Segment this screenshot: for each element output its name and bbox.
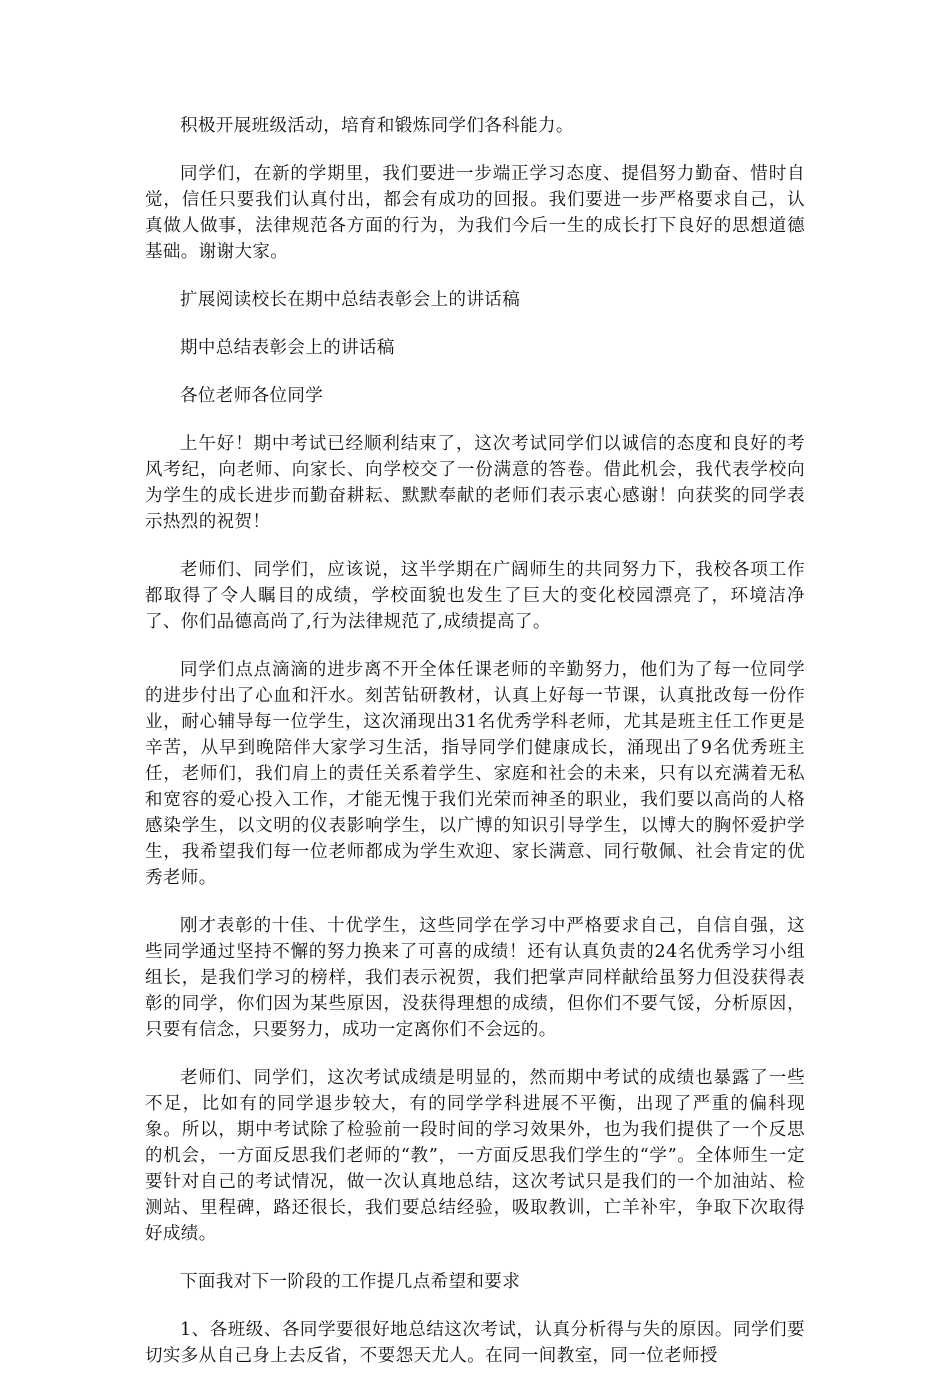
paragraph-achievements: 老师们、同学们，应该说，这半学期在广阔师生的共同努力下，我校各项工作都取得了令人瞩目的成绩，学校面貌也发生了巨大的变化校园漂亮了，环境洁净了、你们品德高尚了,行为法律规范了,成绩提高了。 xyxy=(145,560,805,632)
salutation: 各位老师各位同学 xyxy=(180,386,324,406)
requirements-heading: 下面我对下一阶段的工作提几点希望和要求 xyxy=(180,1272,521,1292)
speech-title: 期中总结表彰会上的讲话稿 xyxy=(180,338,395,358)
paragraph-greeting: 上午好！期中考试已经顺利结束了，这次考试同学们以诚信的态度和良好的考风考纪，向老师、向家长、向学校交了一份满意的答卷。借此机会，我代表学校向为学生的成长进步而勤奋耕耘、默默奉献的老师们表示衷心感谢！向获奖的同学表示热烈的祝贺！ xyxy=(145,434,805,532)
paragraph-1: 积极开展班级活动，培育和锻炼同学们各科能力。 xyxy=(180,116,574,136)
paragraph-teachers: 同学们点点滴滴的进步离不开全体任课老师的辛勤努力，他们为了每一位同学的进步付出了心血和汗水。刻苦钻研教材，认真上好每一节课，认真批改每一份作业，耐心辅导每一位学生，这次涌现出31名优秀学科老师，尤其是班主任工作更是辛苦，从早到晚陪伴大家学习生活，指导同学们健康成长，涌现出了9名优秀班主任，老师们，我们肩上的责任关系着学生、家庭和社会的未来，只有以充满着无私和宽容的爱心投入工作，才能无愧于我们光荣而神圣的职业，我们要以高尚的人格感染学生，以文明的仪表影响学生，以广博的知识引导学生，以博大的胸怀爱护学生，我希望我们每一位老师都成为学生欢迎、家长满意、同行敬佩、社会肯定的优秀老师。 xyxy=(145,660,805,888)
paragraph-reflection: 老师们、同学们，这次考试成绩是明显的，然而期中考试的成绩也暴露了一些不足，比如有的同学退步较大，有的同学学科进展不平衡，出现了严重的偏科现象。所以，期中考试除了检验前一段时间的学习效果外，也为我们提供了一个反思的机会，一方面反思我们老师的“教”，一方面反思我们学生的“学”。全体师生一定要针对自己的考试情况，做一次认真地总结，这次考试只是我们的一个加油站、检测站、里程碑，路还很长，我们要总结经验，吸取教训，亡羊补牢，争取下次取得好成绩。 xyxy=(145,1068,805,1244)
document-body xyxy=(145,113,805,1391)
requirement-1: 1、各班级、各同学要很好地总结这次考试，认真分析得与失的原因。同学们要切实多从自己身上去反省，不要怨天尤人。在同一间教室，同一位老师授 xyxy=(145,1320,805,1366)
paragraph-2: 同学们，在新的学期里，我们要进一步端正学习态度、提倡努力勤奋、惜时自觉，信任只要我们认真付出，都会有成功的回报。我们要进一步严格要求自己，认真做人做事，法律规范各方面的行为，为我们今后一生的成长打下良好的思想道德基础。谢谢大家。 xyxy=(145,164,805,262)
paragraph-students: 刚才表彰的十佳、十优学生，这些同学在学习中严格要求自己，自信自强，这些同学通过坚持不懈的努力换来了可喜的成绩！还有认真负责的24名优秀学习小组组长，是我们学习的榜样，我们表示祝贺，我们把掌声同样献给虽努力但没获得表彰的同学，你们因为某些原因，没获得理想的成绩，但你们不要气馁，分析原因，只要有信念，只要努力，成功一定离你们不会远的。 xyxy=(145,916,805,1040)
extended-reading-heading: 扩展阅读校长在期中总结表彰会上的讲话稿 xyxy=(180,290,521,310)
